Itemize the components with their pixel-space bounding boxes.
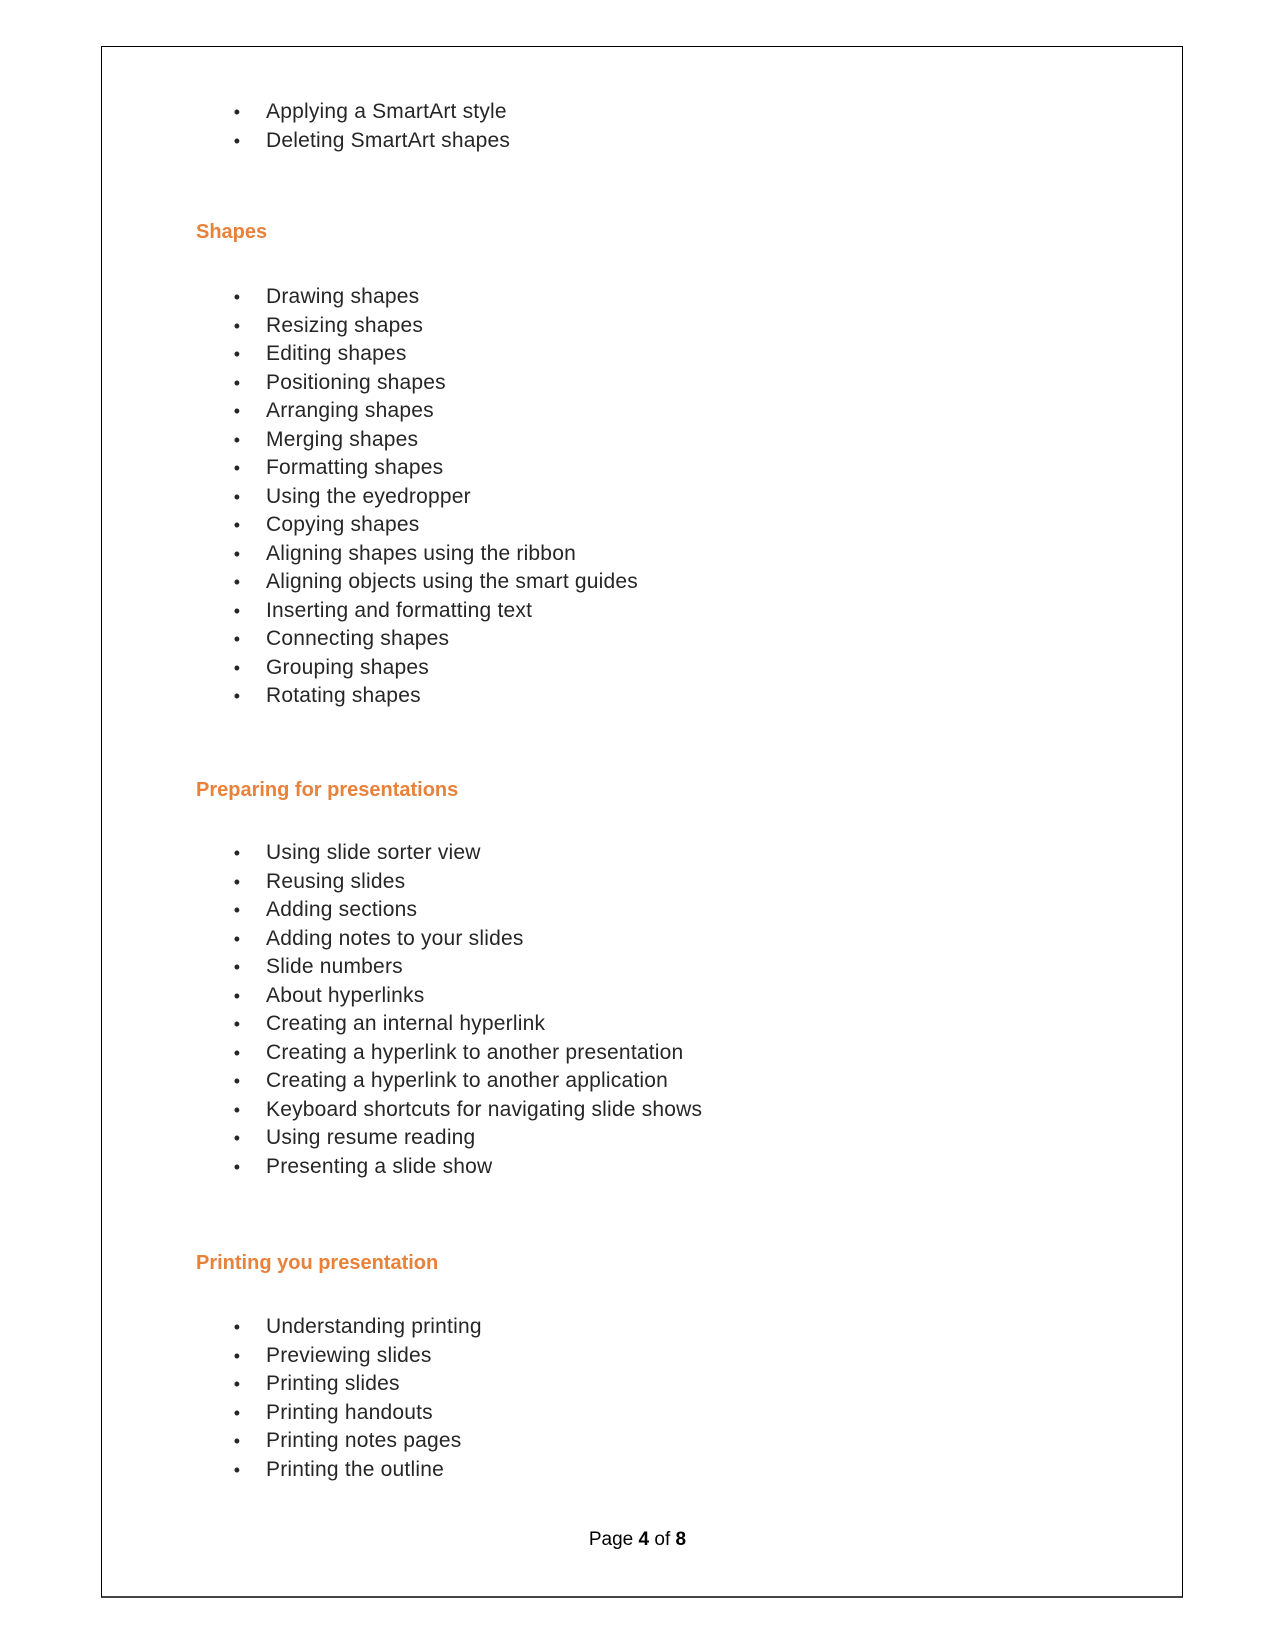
- bullet-icon: •: [233, 1156, 241, 1177]
- bullet-icon: •: [233, 1099, 241, 1120]
- bullet-icon: •: [233, 629, 241, 649]
- current-page-number: 4: [638, 1529, 650, 1550]
- bullet-icon: •: [233, 543, 241, 564]
- section-heading-preparing: Preparing for presentations: [196, 779, 459, 801]
- bullet-icon: •: [233, 1345, 241, 1366]
- bullet-icon: •: [233, 1431, 241, 1451]
- bullet-icon: •: [233, 686, 241, 706]
- bullet-icon: •: [233, 843, 241, 863]
- bullet-icon: •: [233, 900, 241, 920]
- section-heading-shapes: Shapes: [196, 221, 268, 243]
- bullet-icon: •: [233, 344, 241, 364]
- bullet-icon: •: [233, 1459, 241, 1480]
- bullet-icon: •: [233, 957, 241, 977]
- page-border: [101, 46, 1183, 1598]
- bullet-icon: •: [233, 401, 241, 421]
- bullet-icon: •: [233, 429, 241, 450]
- bullet-icon: •: [233, 102, 241, 122]
- total-page-count: 8: [675, 1529, 687, 1550]
- bullet-icon: •: [233, 1014, 241, 1034]
- bullet-icon: •: [233, 486, 241, 507]
- bullet-icon: •: [233, 1128, 241, 1148]
- bullet-icon: •: [233, 1374, 241, 1394]
- bullet-icon: •: [233, 458, 241, 478]
- bullet-icon: •: [233, 985, 241, 1006]
- bullet-icon: •: [233, 315, 241, 336]
- bullet-icon: •: [233, 515, 241, 535]
- bullet-icon: •: [233, 657, 241, 678]
- bullet-icon: •: [233, 287, 241, 307]
- bullet-icon: •: [233, 1402, 241, 1423]
- bullet-icon: •: [233, 1042, 241, 1063]
- bullet-icon: •: [233, 1071, 241, 1091]
- bullet-icon: •: [233, 871, 241, 892]
- footer-prefix: Page: [588, 1529, 634, 1550]
- bullet-icon: •: [233, 600, 241, 621]
- section-heading-printing: Printing you presentation: [196, 1252, 439, 1274]
- bullet-icon: •: [233, 1317, 241, 1337]
- bullet-icon: •: [233, 928, 241, 949]
- bullet-icon: •: [233, 372, 241, 393]
- bullet-icon: •: [233, 130, 241, 151]
- page-number-footer: [0, 1528, 1275, 1552]
- footer-of: of: [654, 1529, 671, 1550]
- bullet-icon: •: [233, 572, 241, 592]
